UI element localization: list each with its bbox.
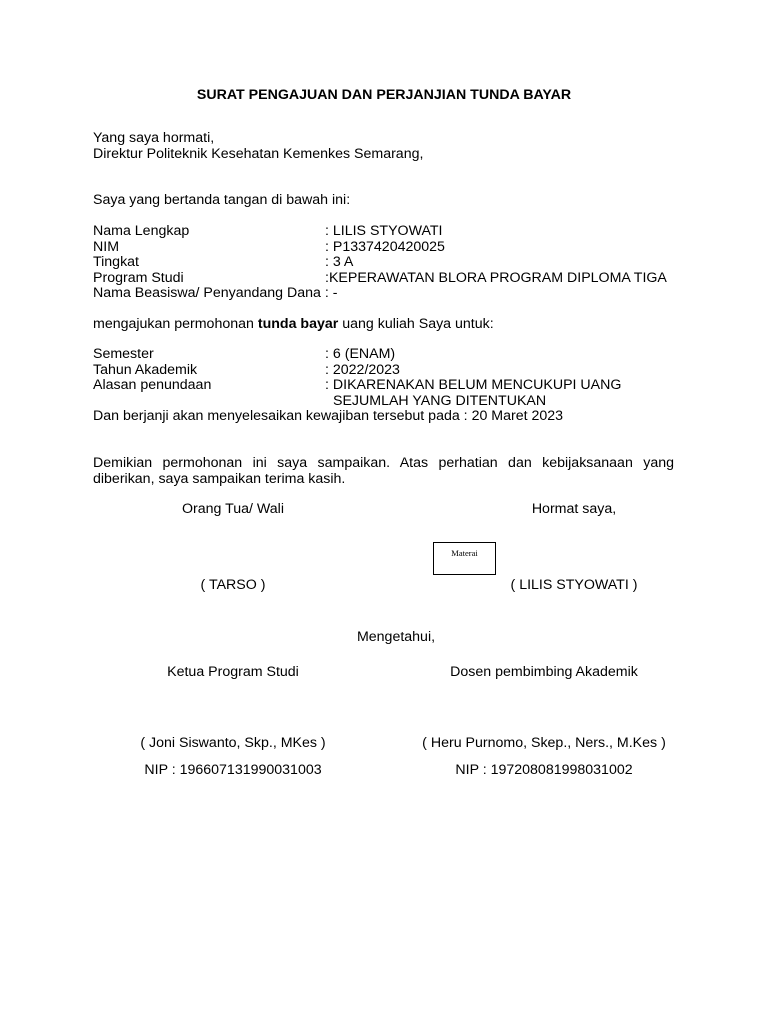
recipient: Direktur Politeknik Kesehatan Kemenkes Semarang,	[93, 145, 424, 162]
closing-paragraph: Demikian permohonan ini saya sampaikan. Atas perhatian dan kebijaksanaan yang diberikan, saya sampaikan terima kasih.	[93, 455, 674, 487]
details-block	[93, 347, 674, 425]
identity-label: NIM	[93, 238, 120, 255]
detail-label: Alasan penundaan	[93, 377, 212, 393]
head-nip: NIP : 196607131990031003	[144, 762, 322, 778]
detail-row	[93, 347, 674, 363]
student-label: Hormat saya,	[531, 501, 617, 517]
identity-row	[93, 271, 674, 287]
detail-value: : 2022/2023	[325, 361, 400, 378]
document-title: SURAT PENGAJUAN DAN PERJANJIAN TUNDA BAYAR	[196, 87, 572, 103]
identity-value: : 3 A	[325, 254, 354, 270]
identity-value: : LILIS STYOWATI	[325, 223, 443, 239]
head-name: ( Joni Siswanto, Skp., MKes )	[140, 735, 326, 751]
parent-label: Orang Tua/ Wali	[182, 501, 284, 517]
detail-value: : DIKARENAKAN BELUM MENCUKUPI UANG	[325, 377, 622, 393]
acknowledged-label: Mengetahui,	[356, 629, 436, 645]
advisor-label: Dosen pembimbing Akademik	[450, 664, 638, 680]
detail-label: Tahun Akademik	[93, 361, 198, 378]
scholarship-line: Nama Beasiswa/ Penyandang Dana : -	[93, 285, 338, 301]
detail-row	[93, 394, 674, 410]
salutation	[93, 131, 674, 162]
request-line	[93, 317, 674, 333]
identity-row	[93, 286, 674, 302]
intro-text: Saya yang bertanda tangan di bawah ini:	[93, 192, 351, 208]
identity-row	[93, 224, 674, 240]
identity-block	[93, 224, 674, 302]
identity-value: :KEPERAWATAN BLORA PROGRAM DIPLOMA TIGA	[325, 269, 667, 286]
identity-label: Nama Lengkap	[93, 223, 190, 239]
request-after: uang kuliah Saya untuk:	[338, 316, 494, 332]
intro-line	[93, 193, 674, 209]
promise-text: Dan berjanji akan menyelesaikan kewajiban tersebut pada : 20 Maret 2023	[93, 408, 564, 424]
parent-name: ( TARSO )	[200, 577, 266, 593]
identity-value: : P1337420420025	[325, 238, 445, 255]
greeting: Yang saya hormati,	[93, 130, 215, 146]
detail-row	[93, 378, 674, 394]
stamp-box	[433, 542, 496, 575]
detail-label: Semester	[93, 346, 154, 362]
detail-row	[93, 363, 674, 379]
identity-row	[93, 255, 674, 271]
identity-label: Program Studi	[93, 269, 184, 286]
advisor-nip: NIP : 197208081998031002	[455, 762, 633, 778]
request-bold: tunda bayar	[257, 316, 339, 332]
student-name: ( LILIS STYOWATI )	[510, 577, 638, 593]
head-label: Ketua Program Studi	[167, 664, 299, 680]
advisor-name: ( Heru Purnomo, Skep., Ners., M.Kes )	[422, 735, 666, 751]
request-before: mengajukan permohonan	[93, 316, 258, 332]
detail-row	[93, 409, 674, 425]
request-text	[93, 317, 494, 333]
identity-label: Tingkat	[93, 254, 139, 270]
reason-continued: SEJUMLAH YANG DITENTUKAN	[333, 392, 547, 409]
identity-row	[93, 240, 674, 256]
detail-value: : 6 (ENAM)	[325, 346, 396, 362]
stamp-text: Materai	[451, 548, 478, 558]
